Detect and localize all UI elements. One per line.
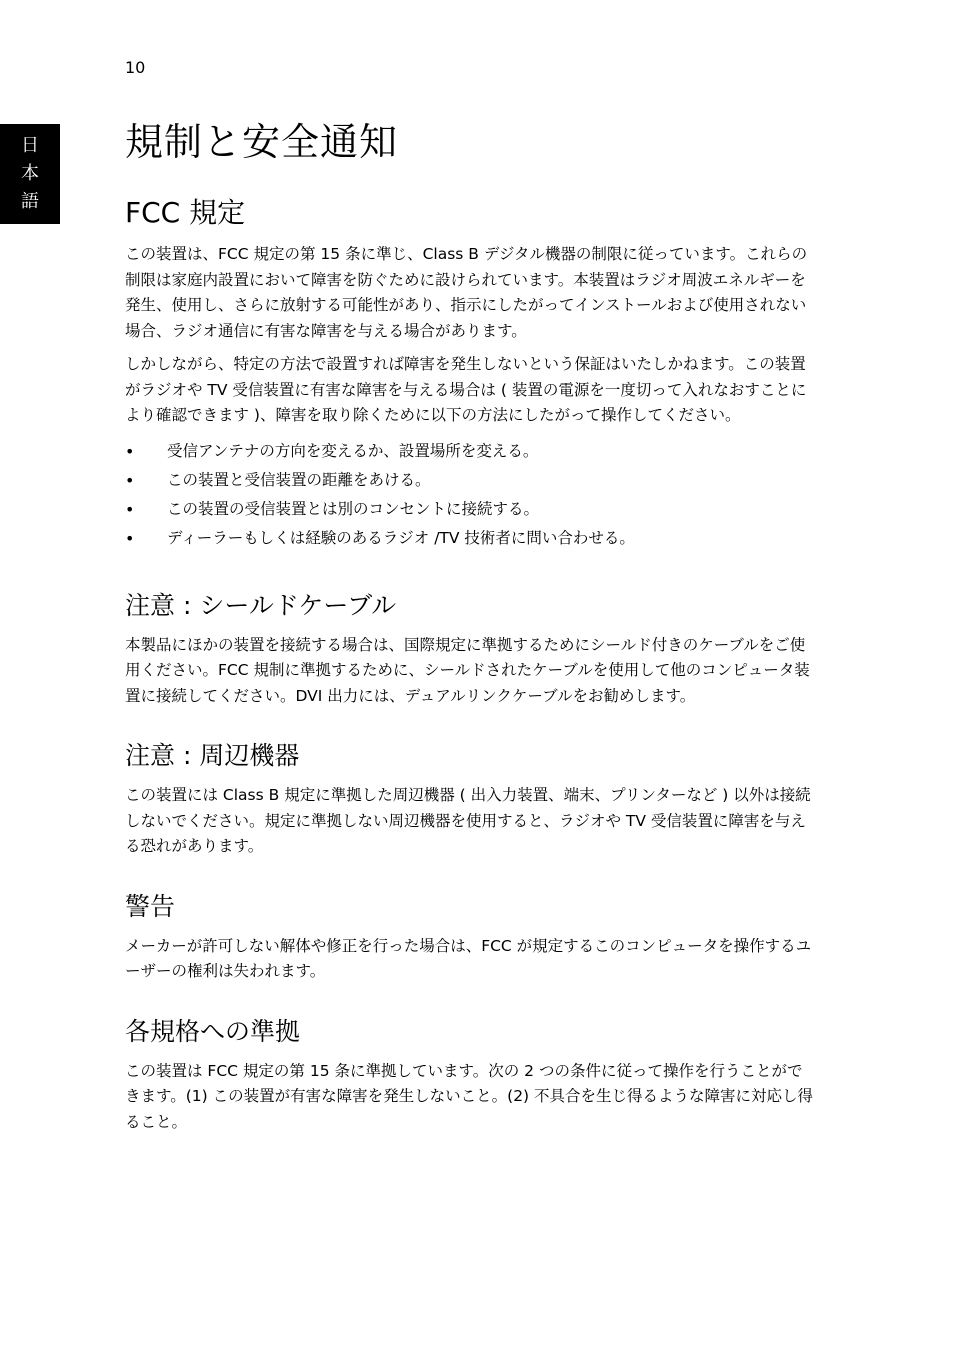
compliance-paragraph: この装置は FCC 規定の第 15 条に準拠しています。次の 2 つの条件に従って操作を行うことができます。(1) この装置が有害な障害を発生しないこと。(2) 不具合を生じ得るような障害に対応し得ること。 (125, 1061, 814, 1131)
language-tab-char: 日 (21, 135, 39, 156)
peripheral-section (125, 739, 815, 860)
fcc-paragraph-1: この装置は、FCC 規定の第 15 条に準じ、Class B デジタル機器の制限に従っています。これらの制限は家庭内設置において障害を防ぐために設けられています。本装置はラジオ周波エネルギーを発生、使用し、さらに放射する可能性があり、指示にしたがってインストールおよび使用されない場合、ラジオ通信に有害な障害を与える場合があります。 (125, 245, 808, 340)
shield-cable-paragraph: 本製品にほかの装置を接続する場合は、国際規定に準拠するためにシールド付きのケーブルをご使用ください。FCC 規制に準拠するために、シールドされたケーブルを使用して他のコンピュータ装置に接続してください。DVI 出力には、デュアルリンクケーブルをお勧めします。 (125, 635, 810, 705)
page-title: 規制と安全通知 (125, 120, 399, 164)
fcc-bullet-list (125, 437, 815, 553)
compliance-section (125, 1015, 815, 1136)
warning-section (125, 890, 815, 985)
document-body (125, 114, 815, 1161)
fcc-heading: FCC 規定 (125, 196, 246, 229)
language-tab (0, 124, 60, 224)
page-number: 10 (125, 58, 146, 77)
peripheral-heading: 注意 : 周辺機器 (125, 741, 300, 770)
list-item: • ディーラーもしくは経験のあるラジオ /TV 技術者に問い合わせる。 (125, 524, 815, 553)
list-item: • この装置と受信装置の距離をあける。 (125, 466, 815, 495)
compliance-heading: 各規格への準拠 (125, 1016, 301, 1046)
fcc-section (125, 194, 815, 553)
language-tab-char: 本 (21, 163, 39, 184)
shield-cable-heading: 注意 : シールドケーブル (125, 590, 397, 620)
peripheral-paragraph: この装置には Class B 規定に準拠した周辺機器 ( 出入力装置、端末、プリンターなど ) 以外は接続しないでください。規定に準拠しない周辺機器を使用すると、ラジオや TV 受信装置に障害を与える恐れがあります。 (125, 786, 811, 855)
warning-paragraph: メーカーが許可しない解体や修正を行った場合は、FCC が規定するこのコンピュータを操作するユーザーの権利は失われます。 (125, 936, 812, 980)
language-tab-char: 語 (21, 191, 39, 212)
list-item: • 受信アンテナの方向を変えるか、設置場所を変える。 (125, 437, 815, 466)
fcc-paragraph-2: しかしながら、特定の方法で設置すれば障害を発生しないという保証はいたしかねます。この装置がラジオや TV 受信装置に有害な障害を与える場合は ( 装置の電源を一度切って入れなおすことにより確認できます )、障害を取り除くために以下の方法にしたがって操作してください。 (125, 355, 807, 424)
shield-cable-section (125, 589, 815, 710)
list-item: • この装置の受信装置とは別のコンセントに接続する。 (125, 495, 815, 524)
warning-heading: 警告 (125, 891, 176, 921)
